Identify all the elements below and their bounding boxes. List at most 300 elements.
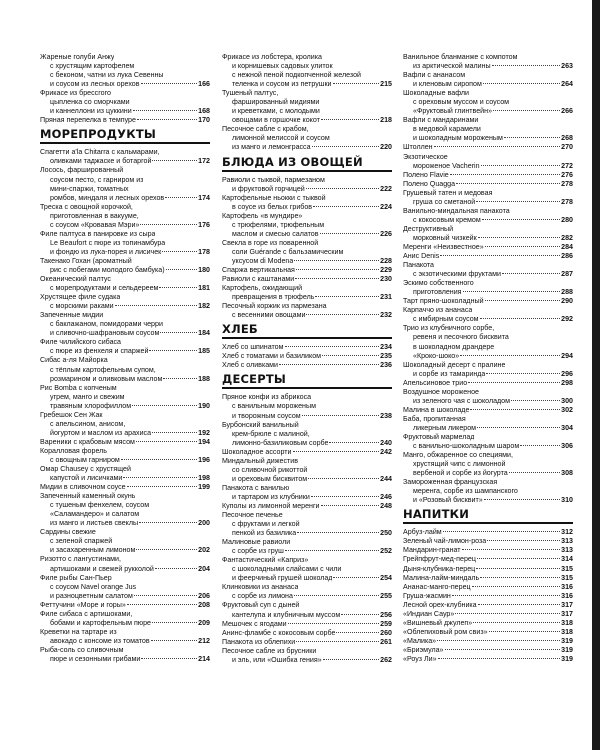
- section-heading: НАПИТКИ: [403, 508, 573, 524]
- toc-entry-line: [403, 324, 573, 333]
- page-number: 316: [561, 582, 573, 591]
- toc-entry-line: [222, 302, 392, 311]
- toc-entry-title: Арбуз-лайм: [403, 528, 442, 537]
- toc-entry-line: [40, 456, 210, 465]
- toc-entry-line: [40, 402, 210, 411]
- toc-entry-line: [40, 474, 210, 483]
- toc-entry-title: Филе рыбы Сан-Пьер: [40, 573, 112, 582]
- toc-entry[interactable]: [40, 275, 210, 293]
- toc-entry-title: превращения в трюфель: [232, 293, 315, 302]
- toc-entry-line: [222, 176, 392, 185]
- toc-entry[interactable]: [222, 212, 392, 239]
- toc-entry-line: [40, 366, 210, 375]
- toc-entry[interactable]: [403, 451, 573, 478]
- page-number: 235: [380, 352, 392, 361]
- page-number: 214: [198, 655, 210, 663]
- toc-entry[interactable]: [403, 583, 573, 592]
- toc-entry-title: Фрикасе из лобстера, кролика: [222, 53, 322, 61]
- dot-leader: [121, 459, 197, 460]
- toc-entry-title: оливками таджаске и ботаргой: [50, 157, 152, 166]
- section-heading: МОРЕПРОДУКТЫ: [40, 128, 210, 144]
- toc-entry[interactable]: [222, 343, 392, 352]
- toc-entry-line: [403, 646, 573, 655]
- toc-entry[interactable]: [40, 438, 210, 447]
- toc-entry-title: мороженое Vacherin: [413, 161, 480, 170]
- toc-entry[interactable]: [403, 279, 573, 297]
- dot-leader: [152, 160, 197, 161]
- toc-entry[interactable]: [222, 638, 392, 647]
- page-number: 317: [561, 609, 573, 618]
- toc-entry[interactable]: [222, 601, 392, 619]
- toc-entry-line: [40, 107, 210, 116]
- toc-entry-title: Песочный коржик из пармезана: [222, 302, 327, 311]
- toc-entry-title: с ореховым муссом и соусом: [413, 98, 510, 107]
- toc-entry-line: [403, 189, 573, 198]
- toc-entry[interactable]: [222, 393, 392, 420]
- toc-entry[interactable]: [222, 620, 392, 629]
- toc-entry-line: [403, 379, 573, 388]
- toc-entry-line: [403, 125, 573, 134]
- page-number: 238: [380, 411, 392, 420]
- toc-entry[interactable]: [222, 302, 392, 320]
- toc-entry[interactable]: [403, 71, 573, 89]
- toc-entry-line: [40, 438, 210, 447]
- toc-entry[interactable]: [403, 297, 573, 306]
- dot-leader: [333, 577, 379, 578]
- toc-entry[interactable]: [403, 574, 573, 583]
- toc-entry-title: вербеной и сорбе из йогурта: [413, 469, 508, 478]
- toc-entry-line: [403, 619, 573, 628]
- toc-entry[interactable]: [403, 306, 573, 324]
- toc-entry-line: [40, 510, 210, 519]
- toc-entry[interactable]: [222, 647, 392, 665]
- page-number: 176: [198, 220, 210, 229]
- toc-entry[interactable]: [222, 89, 392, 125]
- page-number: 229: [380, 265, 392, 274]
- toc-entry-title: Апельсиновое трио: [403, 378, 468, 387]
- toc-entry-line: [40, 284, 210, 293]
- toc-entry[interactable]: [403, 116, 573, 143]
- toc-entry[interactable]: [222, 176, 392, 194]
- toc-entry-title: кантелупа и клубничным муссом: [232, 610, 341, 619]
- dot-leader: [293, 451, 380, 452]
- toc-entry-title: с апельсином, анисом,: [50, 419, 126, 428]
- toc-entry[interactable]: [222, 484, 392, 502]
- toc-entry-line: [222, 412, 392, 421]
- toc-entry-title: маслом и смесью салатов: [232, 229, 319, 238]
- toc-entry[interactable]: [403, 555, 573, 564]
- dot-leader: [493, 110, 560, 111]
- page-number: 188: [198, 374, 210, 383]
- toc-entry-title: и засахаренным лимоном: [50, 546, 136, 555]
- toc-entry[interactable]: [403, 143, 573, 152]
- toc-entry-title: с имбирным соусом: [413, 315, 479, 324]
- toc-entry-line: [222, 611, 392, 620]
- toc-entry[interactable]: [403, 619, 573, 628]
- toc-entry[interactable]: [403, 592, 573, 601]
- toc-entry-line: [222, 457, 392, 466]
- toc-entry-line: [222, 430, 392, 439]
- toc-entry[interactable]: [40, 356, 210, 383]
- toc-entry-line: [403, 397, 573, 406]
- toc-entry[interactable]: [403, 243, 573, 252]
- toc-entry-line: [403, 555, 573, 564]
- toc-entry-title: Гребешок Сен Жак: [40, 410, 103, 419]
- toc-entry-title: Куполы из лимонной меренги: [222, 501, 320, 510]
- toc-entry-title: пюре и сезонными грибами: [50, 655, 141, 663]
- toc-entry[interactable]: [40, 148, 210, 166]
- toc-entry[interactable]: [40, 492, 210, 528]
- dot-leader: [470, 409, 560, 410]
- dot-leader: [306, 188, 379, 189]
- toc-entry-line: [403, 71, 573, 80]
- page-number: 256: [380, 610, 392, 619]
- toc-entry-title: груша со сметаной: [413, 197, 476, 206]
- page-number: 226: [380, 229, 392, 238]
- toc-entry[interactable]: [403, 207, 573, 225]
- toc-entry[interactable]: [222, 511, 392, 538]
- toc-entry-title: бобами и картофельным пюре: [50, 618, 152, 627]
- toc-entry-title: с зеленой спаржей: [50, 537, 113, 546]
- toc-entry-title: «Индиан Саур»: [403, 609, 455, 618]
- toc-entry[interactable]: [222, 583, 392, 601]
- page-number: 246: [380, 492, 392, 501]
- toc-entry-line: [40, 176, 210, 185]
- toc-entry[interactable]: [40, 628, 210, 646]
- toc-entry[interactable]: [403, 433, 573, 451]
- toc-entry-title: «Вишневый джулеп»: [403, 618, 473, 627]
- toc-entry[interactable]: [403, 478, 573, 505]
- toc-entry-line: [40, 166, 210, 175]
- toc-entry-title: и феерчиный грушей шоколад: [232, 574, 333, 583]
- toc-entry[interactable]: [222, 194, 392, 212]
- toc-entry[interactable]: [403, 388, 573, 406]
- dot-leader: [123, 477, 197, 478]
- page-number: 312: [561, 528, 573, 537]
- toc-entry-line: [403, 528, 573, 537]
- dot-leader: [485, 300, 561, 301]
- toc-entry-line: [403, 537, 573, 546]
- toc-entry[interactable]: [40, 230, 210, 257]
- toc-entry[interactable]: [403, 565, 573, 574]
- page-number: 264: [561, 80, 573, 89]
- toc-entry-title: Ванильно-миндальная панакота: [403, 206, 510, 215]
- toc-entry-title: хрустящий чипс с лимонной: [413, 460, 506, 469]
- toc-entry-line: [403, 361, 573, 370]
- toc-entry[interactable]: [40, 601, 210, 610]
- toc-entry-line: [40, 80, 210, 89]
- toc-entry[interactable]: [403, 528, 573, 537]
- toc-entry[interactable]: [40, 384, 210, 411]
- toc-entry-line: [403, 288, 573, 297]
- toc-entry[interactable]: [222, 361, 392, 370]
- toc-entry-title: с фруктами и легкой: [232, 520, 300, 529]
- toc-entry-title: Воздушное мороженое: [403, 387, 479, 396]
- dot-leader: [482, 219, 560, 220]
- toc-entry-line: [222, 311, 392, 320]
- toc-entry[interactable]: [403, 361, 573, 379]
- toc-entry-title: Лесной орех-клубника: [403, 600, 477, 609]
- toc-entry-title: с морскими раками: [50, 302, 114, 311]
- toc-entry-line: [40, 646, 210, 655]
- dot-leader: [132, 405, 197, 406]
- toc-entry-title: с хрустящим картофелем: [50, 62, 135, 71]
- toc-entry-title: меренга, сорбе из шампанского: [413, 487, 518, 496]
- toc-entry-title: артишоками и свежей рукколой: [50, 564, 154, 573]
- toc-entry-title: соли Guérande с бальзамическим: [232, 247, 344, 256]
- page-number: 222: [380, 184, 392, 193]
- page-number: 317: [561, 600, 573, 609]
- toc-entry[interactable]: [403, 637, 573, 646]
- toc-entry-title: розмарином и оливковым маслом: [50, 374, 163, 383]
- toc-entry-title: Ванильное бланманже с компотом: [403, 53, 518, 61]
- toc-entry-title: Картофель «в мундире»: [222, 211, 303, 220]
- toc-entry-line: [40, 53, 210, 62]
- dot-leader: [279, 364, 379, 365]
- toc-entry-line: [40, 637, 210, 646]
- toc-entry-line: [403, 352, 573, 361]
- toc-entry[interactable]: [40, 293, 210, 311]
- toc-entry[interactable]: [40, 555, 210, 573]
- page-number: 290: [561, 297, 573, 306]
- toc-entry-title: Лосось, фаршированный: [40, 166, 124, 175]
- toc-entry[interactable]: [40, 338, 210, 356]
- dot-leader: [333, 83, 380, 84]
- toc-entry-title: в соусе из белых грибов: [232, 202, 313, 211]
- toc-entry-line: [40, 610, 210, 619]
- toc-entry-title: Филе чилийского сибаса: [40, 338, 122, 347]
- toc-entry[interactable]: [40, 574, 210, 601]
- toc-entry[interactable]: [403, 406, 573, 415]
- toc-entry[interactable]: [40, 257, 210, 275]
- toc-entry[interactable]: [40, 447, 210, 465]
- toc-entry-title: Филе палтуса в панировке из сыра: [40, 229, 156, 238]
- toc-entry-line: [403, 279, 573, 288]
- toc-entry[interactable]: [222, 448, 392, 457]
- page-number: 266: [561, 107, 573, 116]
- toc-entry-line: [40, 347, 210, 356]
- toc-entry-line: [403, 487, 573, 496]
- toc-entry-title: «Фруктовый глинтвейн»: [413, 107, 493, 116]
- dot-leader: [312, 146, 380, 147]
- toc-entry-title: Рис Bomba с копченым: [40, 383, 117, 392]
- page-number: 208: [198, 600, 210, 609]
- toc-entry-line: [403, 433, 573, 442]
- toc-entry-title: травяным хлорофиллом: [50, 401, 132, 410]
- toc-entry-title: Малина в шоколаде: [403, 405, 470, 414]
- toc-entry[interactable]: [403, 252, 573, 261]
- toc-entry-title: с шоколадными слайсами с чили: [232, 565, 342, 574]
- toc-entry[interactable]: [40, 311, 210, 338]
- toc-entry[interactable]: [40, 646, 210, 664]
- toc-entry-title: из арктической малины: [413, 62, 491, 71]
- toc-entry-line: [403, 134, 573, 143]
- page-number: 232: [380, 311, 392, 320]
- toc-entry-title: и соусом из лесных орехов: [50, 80, 140, 89]
- toc-entry[interactable]: [40, 465, 210, 483]
- toc-entry-line: [222, 361, 392, 370]
- dot-leader: [460, 355, 560, 356]
- toc-entry[interactable]: [40, 528, 210, 555]
- toc-entry[interactable]: [222, 421, 392, 448]
- toc-entry[interactable]: [222, 538, 392, 556]
- toc-entry[interactable]: [222, 266, 392, 275]
- dot-leader: [285, 550, 379, 551]
- toc-entry[interactable]: [403, 53, 573, 71]
- toc-entry-line: [222, 638, 392, 647]
- toc-entry-title: из манго и листьев свеклы: [50, 519, 139, 528]
- toc-entry[interactable]: [403, 180, 573, 189]
- toc-entry-line: [403, 234, 573, 243]
- toc-entry-title: авокадо с консоме из томатов: [50, 636, 150, 645]
- toc-entry[interactable]: [403, 537, 573, 546]
- toc-entry-line: [403, 637, 573, 646]
- toc-entry[interactable]: [222, 629, 392, 638]
- toc-entry-line: [40, 203, 210, 212]
- toc-entry[interactable]: [222, 502, 392, 511]
- page-number: 242: [380, 447, 392, 456]
- toc-entry-title: Шоколадное ассорти: [222, 447, 292, 456]
- toc-entry-line: [403, 442, 573, 451]
- toc-entry[interactable]: [403, 171, 573, 180]
- dot-leader: [141, 658, 197, 659]
- page-number: 198: [198, 474, 210, 483]
- toc-entry-line: [403, 270, 573, 279]
- page-number: 310: [561, 496, 573, 505]
- toc-entry-title: Хлеб с оливками: [222, 361, 278, 370]
- toc-entry-title: уксусом di Modena: [232, 256, 294, 265]
- toc-entry-line: [222, 402, 392, 411]
- page-number: 262: [380, 655, 392, 664]
- toc-entry-line: [222, 143, 392, 152]
- dot-leader: [492, 65, 560, 66]
- dot-leader: [294, 260, 379, 261]
- dot-leader: [115, 305, 198, 306]
- toc-entry[interactable]: [40, 53, 210, 89]
- toc-entry-title: с сорбе из лимона: [232, 592, 293, 601]
- toc-entry-title: Полено Flavie: [403, 170, 449, 179]
- toc-entry-line: [40, 537, 210, 546]
- toc-entry[interactable]: [40, 411, 210, 438]
- toc-entry-title: Бурбонский ванильный: [222, 420, 299, 429]
- toc-entry[interactable]: [403, 610, 573, 619]
- toc-entry-title: Мешочек с ягодами: [222, 619, 287, 628]
- toc-entry[interactable]: [403, 261, 573, 279]
- toc-entry[interactable]: [403, 628, 573, 637]
- toc-entry[interactable]: [222, 125, 392, 152]
- toc-entry-title: Запеченные мидии: [40, 311, 104, 320]
- dot-leader: [295, 278, 379, 279]
- toc-entry[interactable]: [403, 415, 573, 433]
- section-heading: ХЛЕБ: [222, 323, 392, 339]
- toc-entry-title: Грейпфрут-мед-перец: [403, 555, 476, 564]
- toc-entry-title: Экзотическое: [403, 152, 448, 161]
- page-number: 168: [198, 107, 210, 116]
- toc-entry[interactable]: [222, 352, 392, 361]
- toc-entry-title: Сардины свежие: [40, 528, 96, 537]
- toc-entry[interactable]: [40, 166, 210, 202]
- toc-entry-title: Вареники с крабовым мясом: [40, 437, 135, 446]
- toc-entry[interactable]: [403, 153, 573, 171]
- page-number: 174: [198, 193, 210, 202]
- toc-entry[interactable]: [403, 646, 573, 655]
- toc-entry[interactable]: [222, 239, 392, 266]
- page-number: 194: [198, 437, 210, 446]
- toc-entry-title: с тёплым картофельным супом,: [50, 365, 156, 374]
- page-number: 192: [198, 428, 210, 437]
- dot-leader: [315, 296, 379, 297]
- dot-leader: [477, 558, 560, 559]
- page-number: 178: [198, 247, 210, 256]
- toc-entry[interactable]: [222, 275, 392, 284]
- toc-entry-title: лимонной мелиссой и соусом: [232, 134, 330, 143]
- dot-leader: [485, 246, 560, 247]
- dot-leader: [160, 332, 197, 333]
- dot-leader: [133, 110, 197, 111]
- dot-leader: [140, 224, 197, 225]
- toc-entry-line: [40, 565, 210, 574]
- toc-entry[interactable]: [40, 89, 210, 116]
- toc-entry-line: [222, 80, 392, 89]
- toc-entry[interactable]: [403, 601, 573, 610]
- toc-entry-line: [403, 107, 573, 116]
- toc-entry-line: [403, 162, 573, 171]
- toc-entry[interactable]: [40, 116, 210, 125]
- page-number: 318: [561, 618, 573, 627]
- toc-entry-title: «Малика»: [403, 636, 437, 645]
- toc-entry[interactable]: [403, 225, 573, 243]
- toc-entry-title: с беконом, чатни из лука Севенны: [50, 71, 164, 80]
- toc-entry[interactable]: [222, 53, 392, 89]
- page-number: 181: [198, 284, 210, 293]
- toc-entry[interactable]: [403, 324, 573, 360]
- toc-entry-line: [222, 511, 392, 520]
- toc-entry-title: Хлеб со шпинатом: [222, 343, 284, 352]
- toc-entry[interactable]: [403, 546, 573, 555]
- toc-entry-line: [403, 171, 573, 180]
- toc-entry-title: и творожным соусом: [232, 411, 301, 420]
- toc-entry-title: из манго и лемонграсса: [232, 143, 311, 152]
- toc-entry-title: соусом песто, с гарниром из: [50, 175, 144, 184]
- toc-entry[interactable]: [403, 379, 573, 388]
- toc-entry-title: и «Розовый бисквит»: [413, 496, 483, 505]
- dot-leader: [438, 658, 561, 659]
- page-number: 319: [561, 636, 573, 645]
- dot-leader: [127, 486, 198, 487]
- page-number: 268: [561, 134, 573, 143]
- toc-entry[interactable]: [40, 483, 210, 492]
- toc-entry[interactable]: [403, 89, 573, 116]
- toc-entry[interactable]: [40, 203, 210, 230]
- page-number: 270: [561, 143, 573, 152]
- dot-leader: [152, 432, 197, 433]
- toc-entry-title: Спаржа вертикальная: [222, 265, 295, 274]
- toc-entry-title: Спагетти a'la Chitarra с кальмарами,: [40, 148, 160, 157]
- toc-entry[interactable]: [222, 284, 392, 302]
- toc-entry[interactable]: [403, 655, 573, 664]
- toc-entry-title: Миндальный дижестив: [222, 456, 298, 465]
- toc-entry[interactable]: [222, 556, 392, 583]
- toc-entry-title: Панакота: [403, 261, 434, 270]
- toc-entry-line: [403, 216, 573, 225]
- toc-entry[interactable]: [403, 189, 573, 207]
- toc-entry-line: [222, 629, 392, 638]
- toc-entry[interactable]: [222, 457, 392, 484]
- toc-entry-title: Грушевый татен и медовая: [403, 188, 493, 197]
- toc-entry-line: [222, 107, 392, 116]
- toc-entry-title: цыпленка со сморчками: [50, 98, 130, 107]
- toc-entry[interactable]: [40, 610, 210, 628]
